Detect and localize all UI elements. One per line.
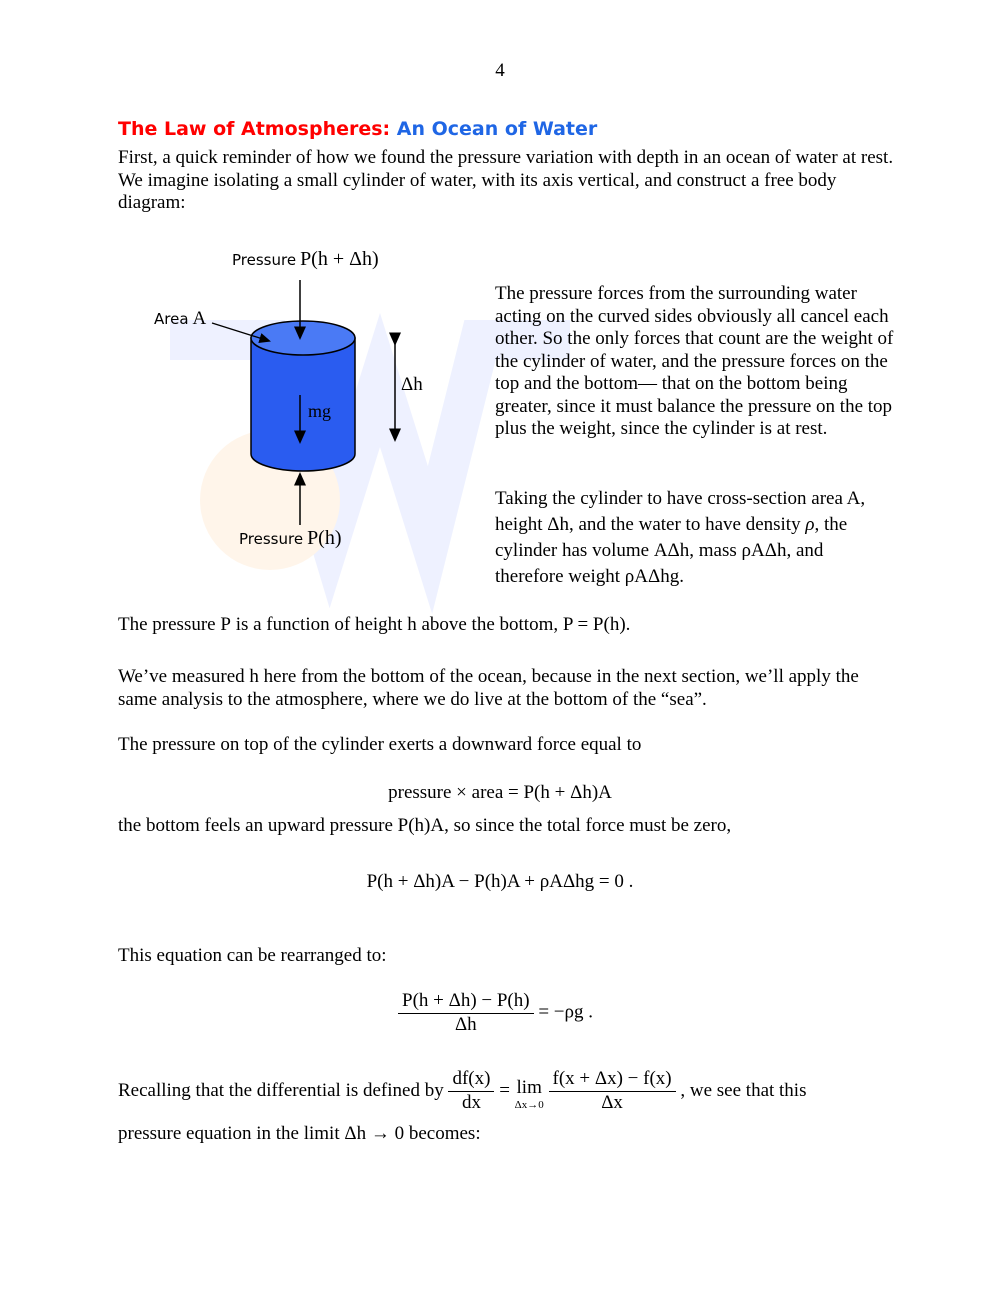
fraction-denominator: dx: [461, 1091, 481, 1113]
pressure-top-label: [232, 248, 379, 271]
text-span: .: [625, 614, 631, 635]
cylinder-body: [251, 338, 355, 471]
fraction-numerator: f(x + Δx) − f(x): [549, 1068, 676, 1092]
text-span: pressure equation in the limit: [118, 1123, 345, 1144]
text-span: , the cylinder has volume: [495, 514, 848, 561]
difference-quotient: [549, 1068, 676, 1114]
pressure-top-word: Pressure: [232, 251, 297, 269]
math-span: h: [249, 666, 259, 687]
fraction-denominator: Δx: [601, 1091, 623, 1113]
weight-label: mg: [308, 401, 332, 421]
heading-part-2: An Ocean of Water: [396, 118, 598, 140]
math-span: P(h)A: [397, 815, 445, 836]
limit-subscript: Δx→0: [514, 1099, 544, 1112]
paragraph-pressure-function: [118, 614, 898, 637]
equation-rhs: = −ρg .: [538, 1001, 594, 1023]
math-span: AΔh: [653, 540, 690, 561]
math-span: P = P(h): [562, 614, 626, 635]
fraction-numerator: P(h + Δh) − P(h): [398, 990, 534, 1014]
paragraph-rearranged: This equation can be rearranged to:: [118, 945, 387, 966]
side-paragraph-forces: The pressure forces from the surrounding water acting on the curved sides obviously all cancel each other. So the only forces that count are the weight of the cylinder of water, and the pressure forces on the top and the bottom— that on the bottom being greater, since it must balance the pressure on the top plus the weight, since the cylinder is at rest.: [495, 283, 894, 439]
cylinder-top: [251, 321, 355, 355]
equation-rearranged: [398, 990, 593, 1036]
text-span: Recalling that the differential is defined by: [118, 1079, 444, 1101]
pressure-bottom-label: [239, 527, 342, 550]
derivative-fraction: [448, 1068, 494, 1114]
text-span: , and therefore weight: [495, 540, 824, 587]
paragraph-bottom-force: [118, 815, 898, 838]
text-span: becomes:: [404, 1123, 481, 1144]
equation-top-force: pressure × area = P(h + Δh)A: [388, 782, 612, 803]
heading-part-1: The Law of Atmospheres:: [118, 118, 391, 140]
text-span: pressure: [324, 815, 398, 836]
area-var: A: [192, 308, 207, 329]
math-span: Δh: [547, 514, 569, 535]
pressure-bottom-word: Pressure: [239, 530, 304, 548]
area-word: Area: [154, 310, 189, 328]
text-span: Taking the cylinder to have cross-section area A, height: [495, 488, 866, 535]
math-span: Δh → 0: [344, 1123, 405, 1144]
math-span: P: [220, 614, 231, 635]
paragraph-limit: [118, 1123, 898, 1146]
pressure-top-math: P(h + Δh): [300, 248, 379, 270]
fraction-denominator: Δh: [454, 1013, 477, 1035]
fraction-numerator: df(x): [448, 1068, 494, 1092]
text-span: is a function of height: [230, 614, 408, 635]
math-span: ρAΔhg: [624, 566, 680, 587]
text-span: We’ve measured: [118, 666, 250, 687]
text-span: The pressure: [118, 614, 221, 635]
equation-force-balance: P(h + Δh)A − P(h)A + ρAΔhg = 0 .: [366, 871, 634, 892]
text-span: of the ocean, because in the next section, we’ll apply the same analysis to the atmosphere, where we do live at the bottom of the “sea”.: [118, 666, 859, 710]
text-span: , so since the total force must be zero,: [444, 815, 732, 836]
limit-word: lim: [516, 1076, 542, 1098]
side-paragraph-cylinder: [495, 486, 895, 590]
paragraph-recall: [118, 1068, 918, 1114]
equals-sign: =: [499, 1079, 510, 1101]
text-span: the bottom feels an: [118, 815, 268, 836]
text-span: upward: [267, 815, 325, 836]
free-body-diagram: [140, 240, 470, 570]
text-span: bottom: [370, 666, 425, 687]
text-span: here from the: [258, 666, 371, 687]
math-span: ρAΔh: [741, 540, 787, 561]
text-span: above the bottom,: [416, 614, 563, 635]
text-span: .: [679, 566, 684, 587]
limit-operator: [515, 1077, 544, 1112]
area-label: [154, 308, 206, 330]
text-span: , we see that this: [680, 1079, 807, 1101]
intro-paragraph: First, a quick reminder of how we found the pressure variation with depth in an ocean of water at rest. We imagine isolating a small cylinder of water, with its axis vertical, and construct a free body diagram:: [118, 147, 894, 213]
page-number: 4: [495, 60, 505, 81]
paragraph-measured: [118, 666, 898, 711]
pressure-bottom-math: P(h): [307, 527, 342, 549]
paragraph-top-force: The pressure on top of the cylinder exerts a downward force equal to: [118, 734, 642, 755]
fraction: [398, 990, 534, 1036]
text-span: , mass: [689, 540, 742, 561]
height-label: Δh: [401, 374, 423, 395]
math-span: ρ: [805, 514, 815, 535]
section-heading: [118, 118, 597, 140]
text-span: , and the water to have density: [568, 514, 806, 535]
math-span: h: [407, 614, 417, 635]
